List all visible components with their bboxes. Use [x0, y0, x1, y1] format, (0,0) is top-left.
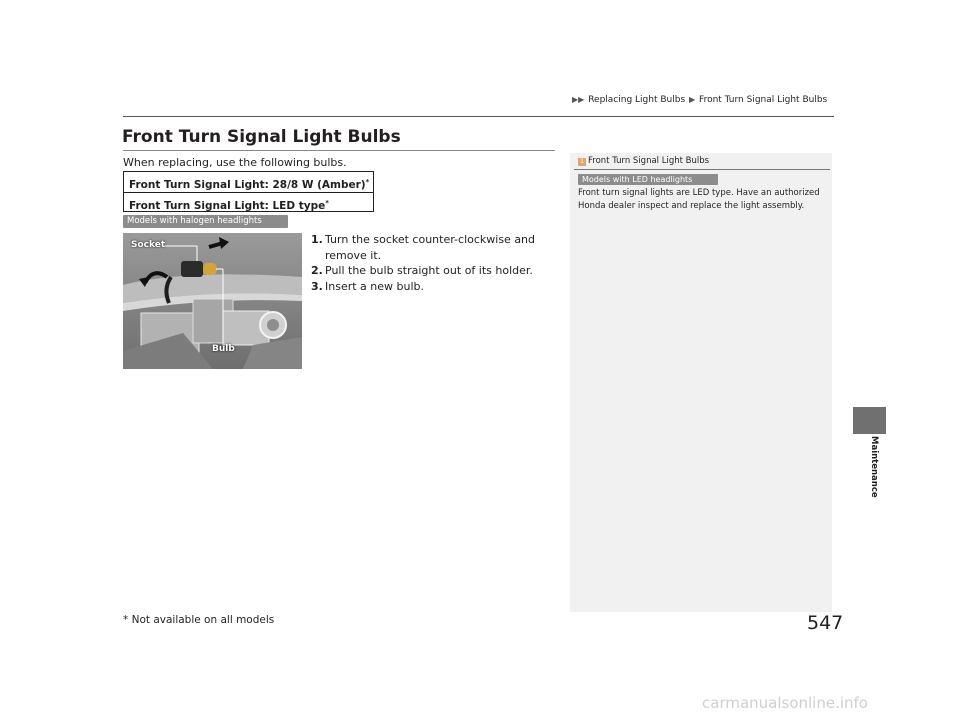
breadcrumb	[571, 95, 827, 105]
sidebar-divider	[574, 169, 830, 170]
breadcrumb-arrow-icon: ▶	[689, 95, 696, 104]
page-number: 547	[807, 612, 844, 634]
bulb-spec-table	[123, 171, 374, 212]
footnote-mark: *	[365, 178, 370, 186]
sidebar-note-text: Front turn signal lights are LED type. Have an authorized Honda dealer inspect and replace the light assembly.	[578, 188, 820, 211]
step-item	[307, 279, 547, 295]
replacement-steps	[307, 232, 547, 294]
footnote-mark: *	[325, 199, 329, 207]
section-tab[interactable]	[853, 407, 886, 434]
reference-icon: 1	[578, 158, 586, 166]
socket-label: Socket	[131, 240, 166, 250]
sidebar-note-panel	[570, 153, 832, 612]
watermark-text: carmanualsonline.info	[702, 694, 868, 712]
step-text: Insert a new bulb.	[325, 279, 425, 293]
bulb-label: Bulb	[212, 344, 235, 354]
breadcrumb-arrow-icon: ▶▶	[572, 95, 585, 104]
bulb-socket-photo	[123, 233, 302, 369]
breadcrumb-item-parent[interactable]: Replacing Light Bulbs	[588, 95, 686, 105]
led-models-tag: Models with LED headlights	[578, 174, 718, 185]
title-divider	[123, 150, 555, 151]
header-divider	[123, 116, 834, 117]
step-item	[307, 232, 547, 263]
footnote: * Not available on all models	[123, 614, 275, 626]
sidebar-heading-text: Front Turn Signal Light Bulbs	[588, 156, 710, 166]
spec-row-led	[124, 192, 373, 212]
step-item	[307, 263, 547, 279]
section-tab-label-wrap	[869, 436, 883, 506]
spec-row-halogen	[124, 172, 373, 192]
halogen-models-tag: Models with halogen headlights	[123, 215, 288, 228]
breadcrumb-item-current: Front Turn Signal Light Bulbs	[699, 95, 828, 105]
step-number: 3.	[311, 279, 323, 293]
step-number: 2.	[311, 264, 323, 277]
intro-text: When replacing, use the following bulbs.	[123, 156, 347, 169]
step-number: 1.	[311, 233, 323, 246]
spec-row-text: Front Turn Signal Light: LED type	[129, 200, 326, 212]
page-title: Front Turn Signal Light Bulbs	[122, 127, 401, 147]
sidebar-heading	[578, 156, 709, 166]
section-tab-label: Maintenance	[869, 436, 879, 498]
step-text: Pull the bulb straight out of its holder.	[325, 264, 533, 277]
step-text: Turn the socket counter-clockwise and remove it.	[325, 233, 536, 262]
spec-row-text: Front Turn Signal Light: 28/8 W (Amber)	[129, 179, 366, 191]
